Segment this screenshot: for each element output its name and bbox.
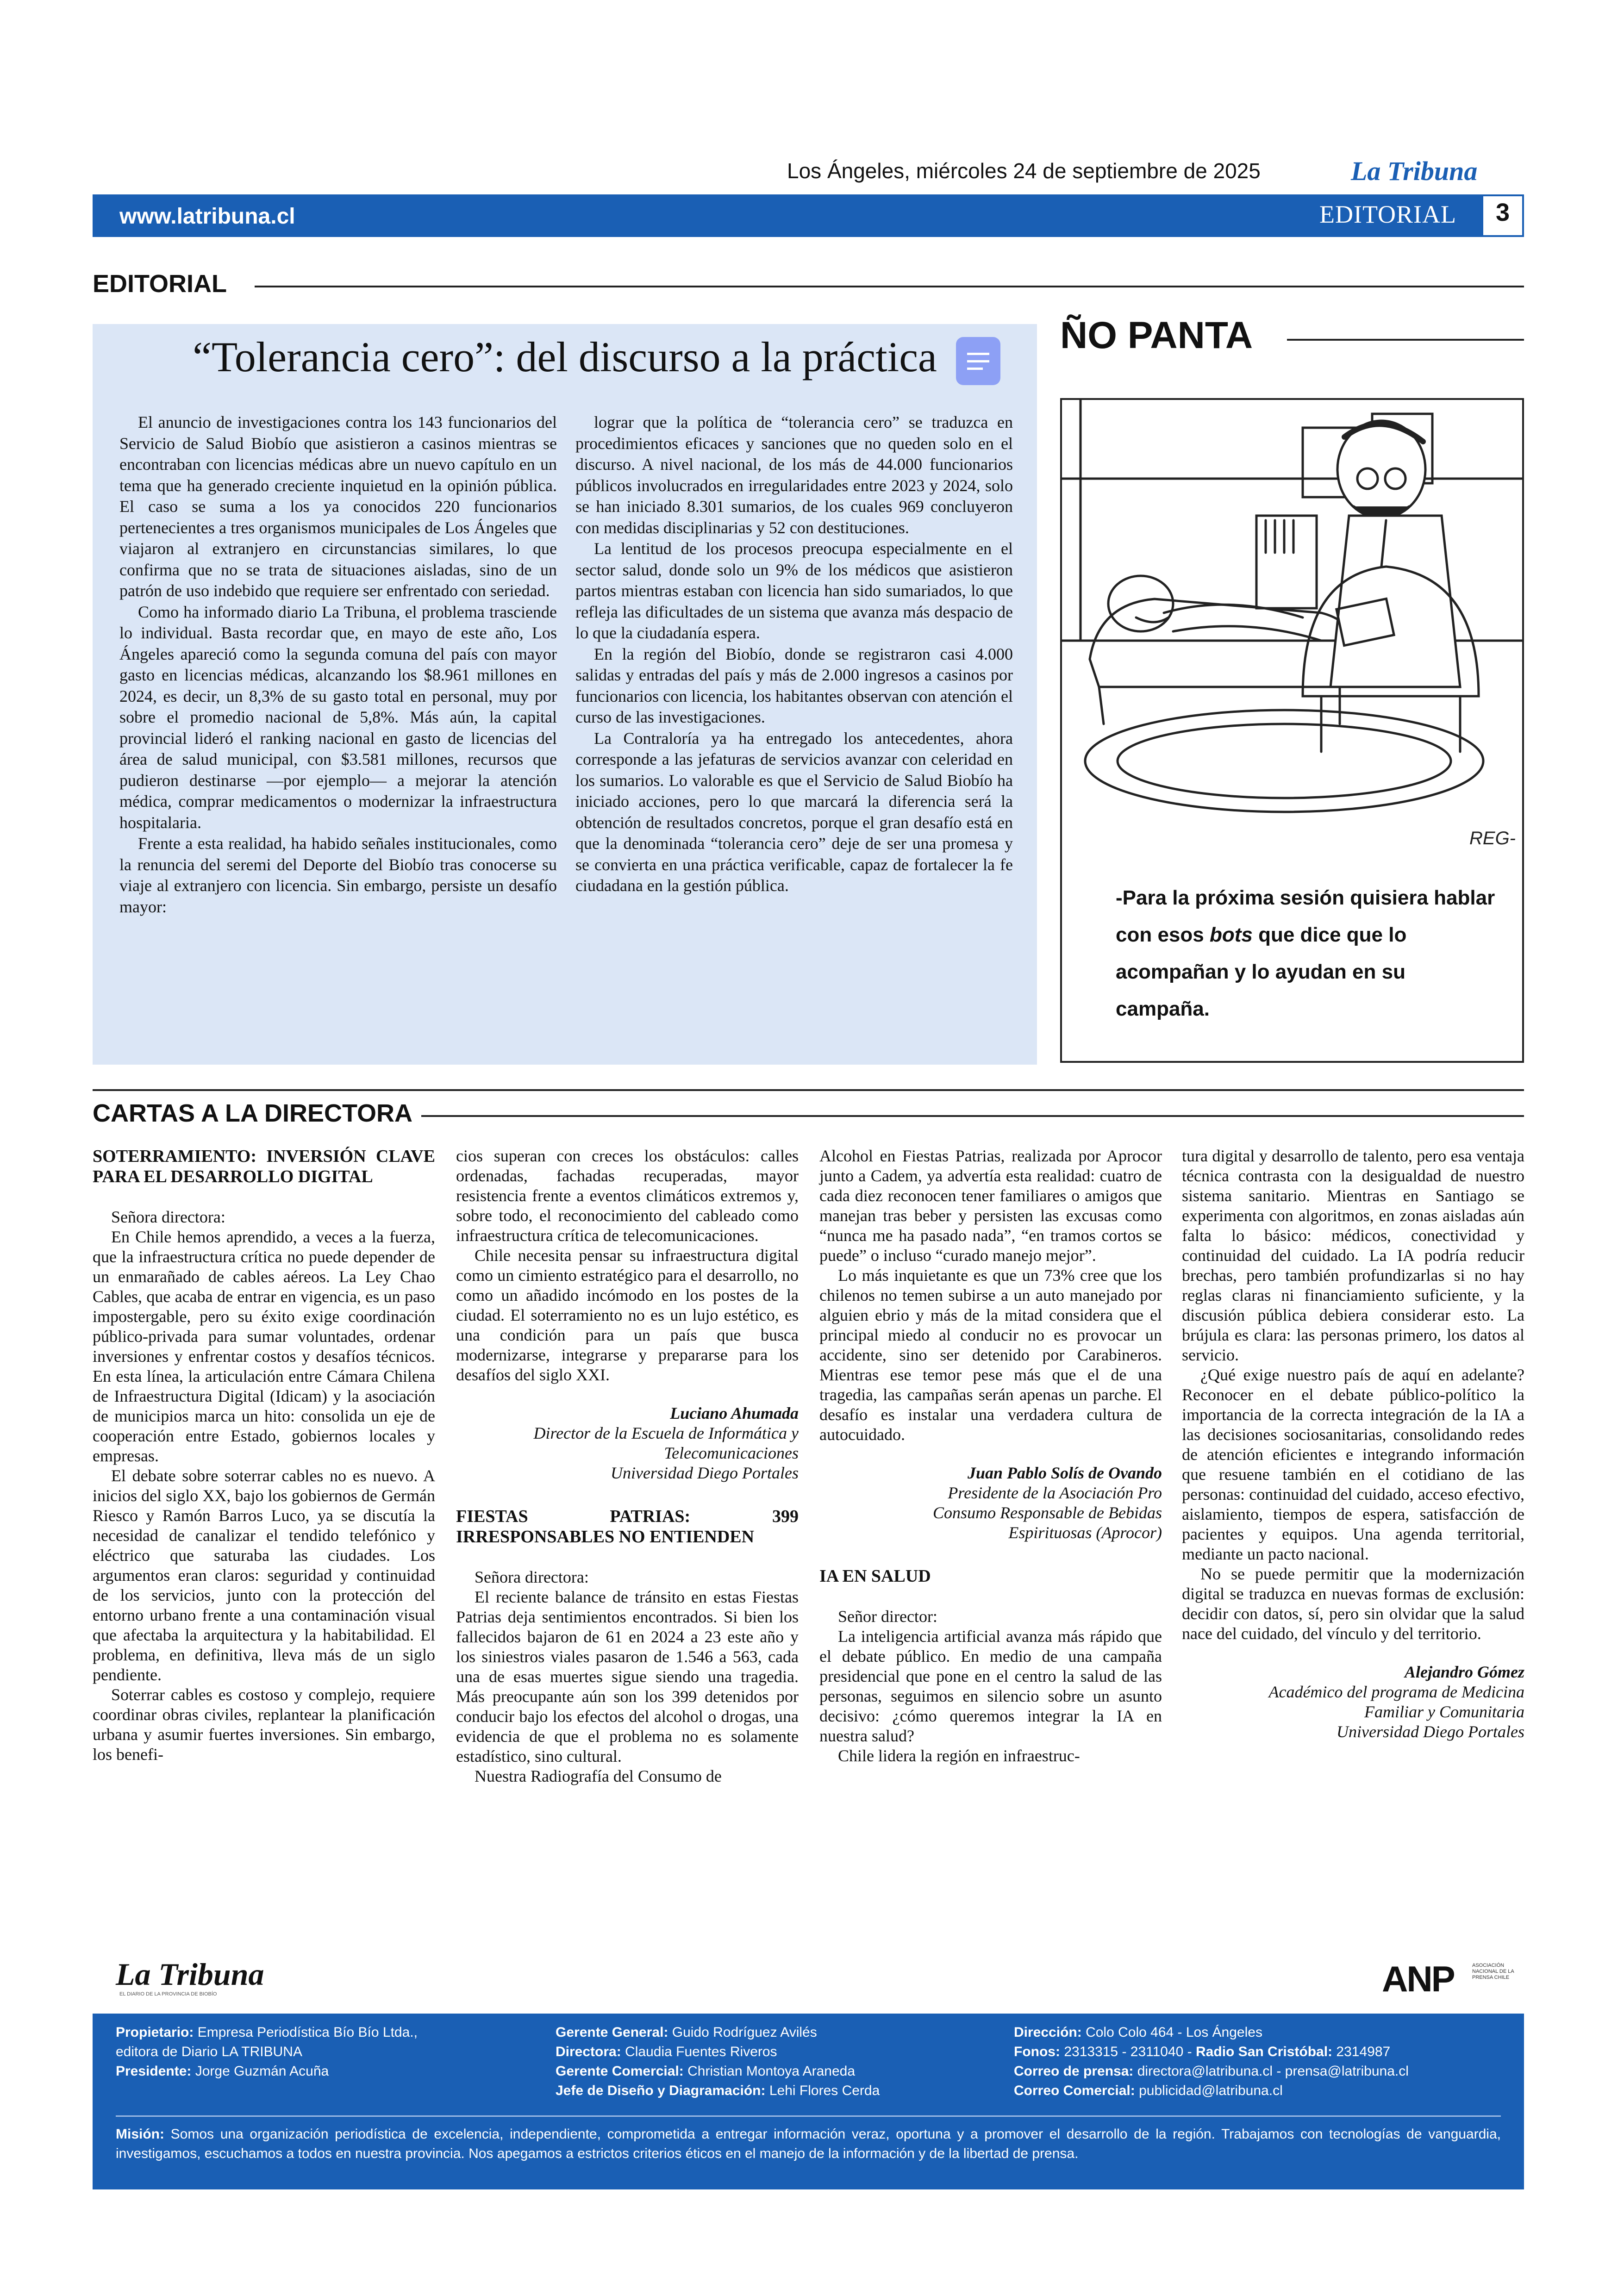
letter-salutation: Señora directora: (111, 1208, 225, 1226)
letters-column-4 (1182, 1146, 1524, 1742)
letter-signature (1182, 1662, 1524, 1742)
footer-label: Gerente General: (556, 2025, 668, 2040)
editorial-heading: EDITORIAL (93, 270, 227, 298)
footer-label: Dirección: (1014, 2025, 1082, 2040)
paragraph: Chile necesita pensar su infraestructura digital como un cimiento estratégico para el desarrollo, no como un añadido incómodo en los postes de la ciudad. El soterramiento no es un lujo estético, es una condición para un país que busca modernizarse, integrarse y prepararse para los desafíos del siglo XXI. (456, 1246, 799, 1384)
footer-column-3 (1014, 2023, 1409, 2101)
footer-value: Colo Colo 464 - Los Ángeles (1086, 2025, 1262, 2040)
footer-value: editora de Diario LA TRIBUNA (116, 2044, 302, 2059)
signature-role: Universidad Diego Portales (611, 1464, 799, 1482)
caption-bots: bots (1209, 923, 1253, 946)
section-label: EDITORIAL (1319, 200, 1456, 228)
mission-statement (116, 2125, 1501, 2164)
header-bar (93, 194, 1481, 237)
editorial-column-2 (575, 412, 1013, 897)
mission-text: Somos una organización periodística de excelencia, independiente, comprometida a entregar información veraz, oportuna y a promover el desarrollo de la región. Trabajamos con tecnologías de vanguardia, investigamos, escuchamos a todos en nuestra provincia. Nos apegamos a estrictos criterios éticos en el manejo de la información y de la libertad de prensa. (116, 2127, 1501, 2161)
footer-value: Empresa Periodística Bío Bío Ltda., (197, 2025, 418, 2040)
paragraph: La Contraloría ya ha entregado los antecedentes, ahora corresponde a las jefaturas de servicios avanzar con celeridad en los sumarios. Lo valorable es que el Servicio de Salud Biobío ha iniciado acciones, pero lo que marcará la diferencia será la obtención de resultados concretos, porque el gran desafío está en que la denominada “tolerancia cero” deje de ser una promesa y se convierta en una práctica verificable, capaz de fortalecer la fe ciudadana en la gestión pública. (575, 729, 1013, 895)
radio-phone[interactable]: 2314987 (1336, 2044, 1391, 2059)
footer-value: Claudia Fuentes Riveros (625, 2044, 777, 2059)
editorial-title: “Tolerancia cero”: del discurso a la práctica (193, 333, 937, 380)
paragraph: En Chile hemos aprendido, a veces a la fuerza, que la infraestructura crítica no puede depender de un enmarañado de cables aéreos. La Ley Chao Cables, que acaba de entrar en vigencia, es un paso impostergable, pero su éxito exige coordinación público-privada para sumar voluntades, ordenar inversiones y enfrentar costos y desafíos técnicos. En esta línea, la articulación entre Cámara Chilena de Infraestructura Digital (Idicam) y la asociación de municipios marca un hito: consolida un eje de cooperación entre Estado, gobiernos locales y empresas. (93, 1228, 435, 1465)
paragraph: cios superan con creces los obstáculos: calles ordenadas, fachadas recuperadas, mayor resistencia frente a eventos climáticos extremos y, sobre todo, el reconocimiento del cableado como infraestructura crítica de telecomunicaciones. (456, 1147, 799, 1245)
paragraph: La lentitud de los procesos preocupa especialmente en el sector salud, donde solo un 9% de los médicos que asistieron partos mientras estaban con licencia han sido sumariados, lo que refleja las dificultades de un sistema que avanza más despacio de lo que la ciudadanía espera. (575, 539, 1013, 642)
footer-value: Lehi Flores Cerda (769, 2083, 880, 2098)
footer-value: Guido Rodríguez Avilés (672, 2025, 817, 2040)
phone-numbers[interactable]: 2313315 - 2311040 - (1064, 2044, 1196, 2059)
paragraph: No se puede permitir que la modernización digital se traduzca en nuevas formas de exclusión: decidir con datos, sí, pero sin olvidar que la salud nace del cuidado, del vínculo y del territorio. (1182, 1565, 1524, 1643)
footer-label: Correo Comercial: (1014, 2083, 1135, 2098)
footer-label: Directora: (556, 2044, 621, 2059)
paragraph: Como ha informado diario La Tribuna, el problema trasciende lo individual. Basta recordar que, en mayo de este año, Los Ángeles apareció como la segunda comuna del país con mayor gasto en licencias médicas, alcanzando los $8.961 millones en 2024, es decir, un 8,3% de su gasto total en personal, muy por sobre el promedio nacional de 5,8%. Más aún, la capital provincial lideró el ranking nacional en gasto de licencias del área de salud municipal, con $3.581 millones, recursos que pudieron destinarse —por ejemplo— a mejorar la atención médica, comprar medicamentos o modernizar la infraestructura hospitalaria. (119, 602, 557, 832)
press-email-link[interactable]: directora@latribuna.cl - prensa@latribuna.cl (1137, 2064, 1409, 2079)
caption-text: que dice que lo acompañan y lo ayudan en su campaña. (1116, 923, 1407, 1020)
editorial-column-1 (119, 412, 557, 917)
footer-logo-tagline: EL DIARIO DE LA PROVINCIA DE BIOBÍO (119, 1991, 217, 1997)
paragraph: En la región del Biobío, donde se registraron casi 4.000 salidas y entradas del país y más de 2.000 ingresos a casinos por funcionarios con licencia, los habitantes observan con atención el curso de las investigaciones. (575, 644, 1013, 726)
footer-label: Correo de prensa: (1014, 2064, 1134, 2079)
divider (421, 1115, 1524, 1117)
signature-role: Telecomunicaciones (664, 1444, 799, 1462)
footer-label: Propietario: (116, 2025, 194, 2040)
footer-label: Presidente: (116, 2064, 192, 2079)
commercial-email-link[interactable]: publicidad@latribuna.cl (1139, 2083, 1283, 2098)
paragraph: Frente a esta realidad, ha habido señales institucionales, como la renuncia del seremi del Deporte del Biobío tras conocerse su viaje al extranjero con licencia. Sin embargo, persiste un desafío mayor: (119, 834, 557, 916)
signature-name: Alejandro Gómez (1404, 1663, 1524, 1681)
paragraph: Soterrar cables es costoso y complejo, requiere coordinar obras civiles, replantear la planificación urbana y asumir fuertes inversiones. Sin embargo, los benefi- (93, 1685, 435, 1764)
cartoon-caption (1116, 879, 1505, 1028)
footer-value: Christian Montoya Araneda (687, 2064, 855, 2079)
paragraph: Nuestra Radiografía del Consumo de (475, 1767, 722, 1785)
caption-text: -Para la próxima sesión quisiera hablar con esos (1116, 886, 1495, 946)
letter-headline: FIESTAS PATRIAS: 399 IRRESPONSABLES NO ENTIENDEN (456, 1507, 799, 1547)
divider (255, 286, 1524, 287)
divider (1287, 339, 1524, 341)
letters-column-3 (819, 1146, 1162, 1766)
cartoon-illustration (1062, 400, 1522, 863)
mission-label: Misión: (116, 2127, 164, 2142)
section-divider (93, 1089, 1524, 1091)
letter-headline: IA EN SALUD (819, 1566, 931, 1586)
letter-signature (819, 1463, 1162, 1543)
signature-role: Familiar y Comunitaria (1364, 1703, 1524, 1721)
anp-logo-text: ASOCIACIÓN NACIONAL DE LA PRENSA CHILE (1472, 1963, 1514, 1980)
signature-role: Universidad Diego Portales (1337, 1722, 1524, 1741)
letter-headline: SOTERRAMIENTO: INVERSIÓN CLAVE PARA EL DESARROLLO DIGITAL (93, 1147, 435, 1186)
signature-name: Luciano Ahumada (670, 1404, 799, 1422)
footer-label: Gerente Comercial: (556, 2064, 684, 2079)
signature-role: Presidente de la Asociación Pro (948, 1484, 1162, 1502)
letter-signature (456, 1403, 799, 1483)
anp-logo: ANP (1382, 1958, 1454, 1999)
footer-value: Jorge Guzmán Acuña (195, 2064, 329, 2079)
paragraph: El debate sobre soterrar cables no es nuevo. A inicios del siglo XX, bajo los gobiernos de Germán Riesco y Ramón Barros Luco, ya se discutía la necesidad de canalizar el tendido telefónico y eléctrico que saturaba las ciudades. Los argumentos eran claros: seguridad y continuidad de los servicios, junto con la protección del entorno urbano frente a una contaminación visual que afectaba la arquitectura y la habitabilidad. El problema, en definitiva, lleva más de un siglo pendiente. (93, 1466, 435, 1684)
paragraph: Chile lidera la región en infraestruc- (838, 1746, 1080, 1765)
page-number: 3 (1495, 199, 1510, 226)
paragraph: ¿Qué exige nuestro país de aquí en adelante? Reconocer en el debate público-político la importancia de la correcta integración de la IA a las decisiones sociosanitarias, consolidando redes de atención eficientes e integrando información que resuene también en el cotidiano de las personas: continuidad del cuidado, acceso efectivo, aislamiento, tiempos de espera, satisfacción de pacientes y equipos. Una agenda territorial, mediante un pacto nacional. (1182, 1366, 1524, 1563)
paragraph: Lo más inquietante es que un 73% cree que los chilenos no temen subirse a un auto manejado por alguien ebrio y más de la mitad considera que el principal miedo al conducir no es provocar un accidente, sino ser detenido por Carabineros. Mientras ese temor pese más que el de una tragedia, las campañas serán apenas un parche. El desafío es instalar una verdadera cultura de autocuidado. (819, 1266, 1162, 1444)
letters-heading: CARTAS A LA DIRECTORA (93, 1099, 412, 1127)
paragraph: tura digital y desarrollo de talento, pero esa ventaja técnica contrasta con la desigualdad de nuestro sistema sanitario. Mientras en Santiago se experimenta con algoritmos, en zonas aisladas aún falta lo básico: médicos, conectividad y continuidad del cuidado. La IA podría reducir brechas, pero también profundizarlas si no hay reglas claras ni financiamiento suficiente, y la discusión pública debiera considerar esto. La brújula es clara: las personas primero, los datos al servicio. (1182, 1147, 1524, 1364)
dateline: Los Ángeles, miércoles 24 de septiembre de 2025 (787, 159, 1261, 183)
letters-column-1 (93, 1146, 435, 1765)
signature-role: Director de la Escuela de Informática y (533, 1424, 799, 1442)
footer-column-2 (556, 2023, 880, 2101)
paragraph: lograr que la política de “tolerancia cero” se traduzca en procedimientos eficaces y sanciones que no queden solo en el discurso. A nivel nacional, de los más de 44.000 funcionarios públicos involucrados en irregularidades entre 2023 y 2024, solo se han iniciado 8.301 sumarios, de los cuales 969 concluyeron con medidas disciplinarias y 52 con destituciones. (575, 413, 1013, 537)
site-url-link[interactable]: www.latribuna.cl (119, 204, 295, 229)
paragraph: El reciente balance de tránsito en estas Fiestas Patrias deja sentimientos encontrados. Si bien los fallecidos bajaron de 61 en 2024 a 23 este año y los siniestros viales pasaron de 1.546 a 563, cada una de esas muertes sigue siendo una tragedia. Más preocupante aún son los 399 detenidos por conducir bajo los efectos del alcohol o drogas, una evidencia de que el problema no es solamente estadístico, sino cultural. (456, 1588, 799, 1765)
document-icon[interactable] (956, 337, 1000, 385)
signature-role: Espirituosas (Aprocor) (1008, 1523, 1162, 1542)
footer-label: Fonos: (1014, 2044, 1060, 2059)
paragraph: Alcohol en Fiestas Patrias, realizada por Aprocor junto a Cadem, ya advertía esta realidad: cuatro de cada diez reconocen tener familiares o amigos que manejan tras beber y persisten las excusas como “nunca me ha pasado nada”, “en tramos cortos se puede” o incluso “curado manejo mejor”. (819, 1147, 1162, 1265)
footer-label: Radio San Cristóbal: (1196, 2044, 1333, 2059)
footer-label: Jefe de Diseño y Diagramación: (556, 2083, 766, 2098)
divider (116, 2115, 1501, 2117)
signature-role: Académico del programa de Medicina (1268, 1683, 1524, 1701)
masthead-logo[interactable]: La Tribuna (1351, 156, 1478, 186)
letters-column-2 (456, 1146, 799, 1786)
signature-role: Consumo Responsable de Bebidas (933, 1503, 1162, 1522)
paragraph: El anuncio de investigaciones contra los 143 funcionarios del Servicio de Salud Biobío que asistieron a casinos mientras se encontraban con licencias médicas abre un nuevo capítulo en un tema que ha generado creciente inquietud en la opinión pública. El caso se suma a los ya conocidos 220 funcionarios pertenecientes a tres organismos municipales de Los Ángeles que viajaron al extranjero en circunstancias similares, lo que confirma que no se trata de situaciones aisladas, sino de un patrón de uso indebido que requiere ser enfrentado con seriedad. (119, 413, 557, 600)
cartoon-heading: ÑO PANTA (1060, 314, 1253, 356)
footer-column-1 (116, 2023, 418, 2081)
letter-salutation: Señora directora: (475, 1568, 589, 1586)
footer-logo: La Tribuna (116, 1957, 264, 1992)
paragraph: La inteligencia artificial avanza más rápido que el debate público. En medio de una campaña presidencial que pone en el centro la salud de las personas, seguimos en silencio sobre un asunto decisivo: ¿cómo queremos integrar la IA en nuestra salud? (819, 1627, 1162, 1745)
cartoonist-signature: REG- (1469, 828, 1516, 848)
letter-salutation: Señor director: (838, 1607, 937, 1626)
signature-name: Juan Pablo Solís de Ovando (967, 1464, 1162, 1482)
